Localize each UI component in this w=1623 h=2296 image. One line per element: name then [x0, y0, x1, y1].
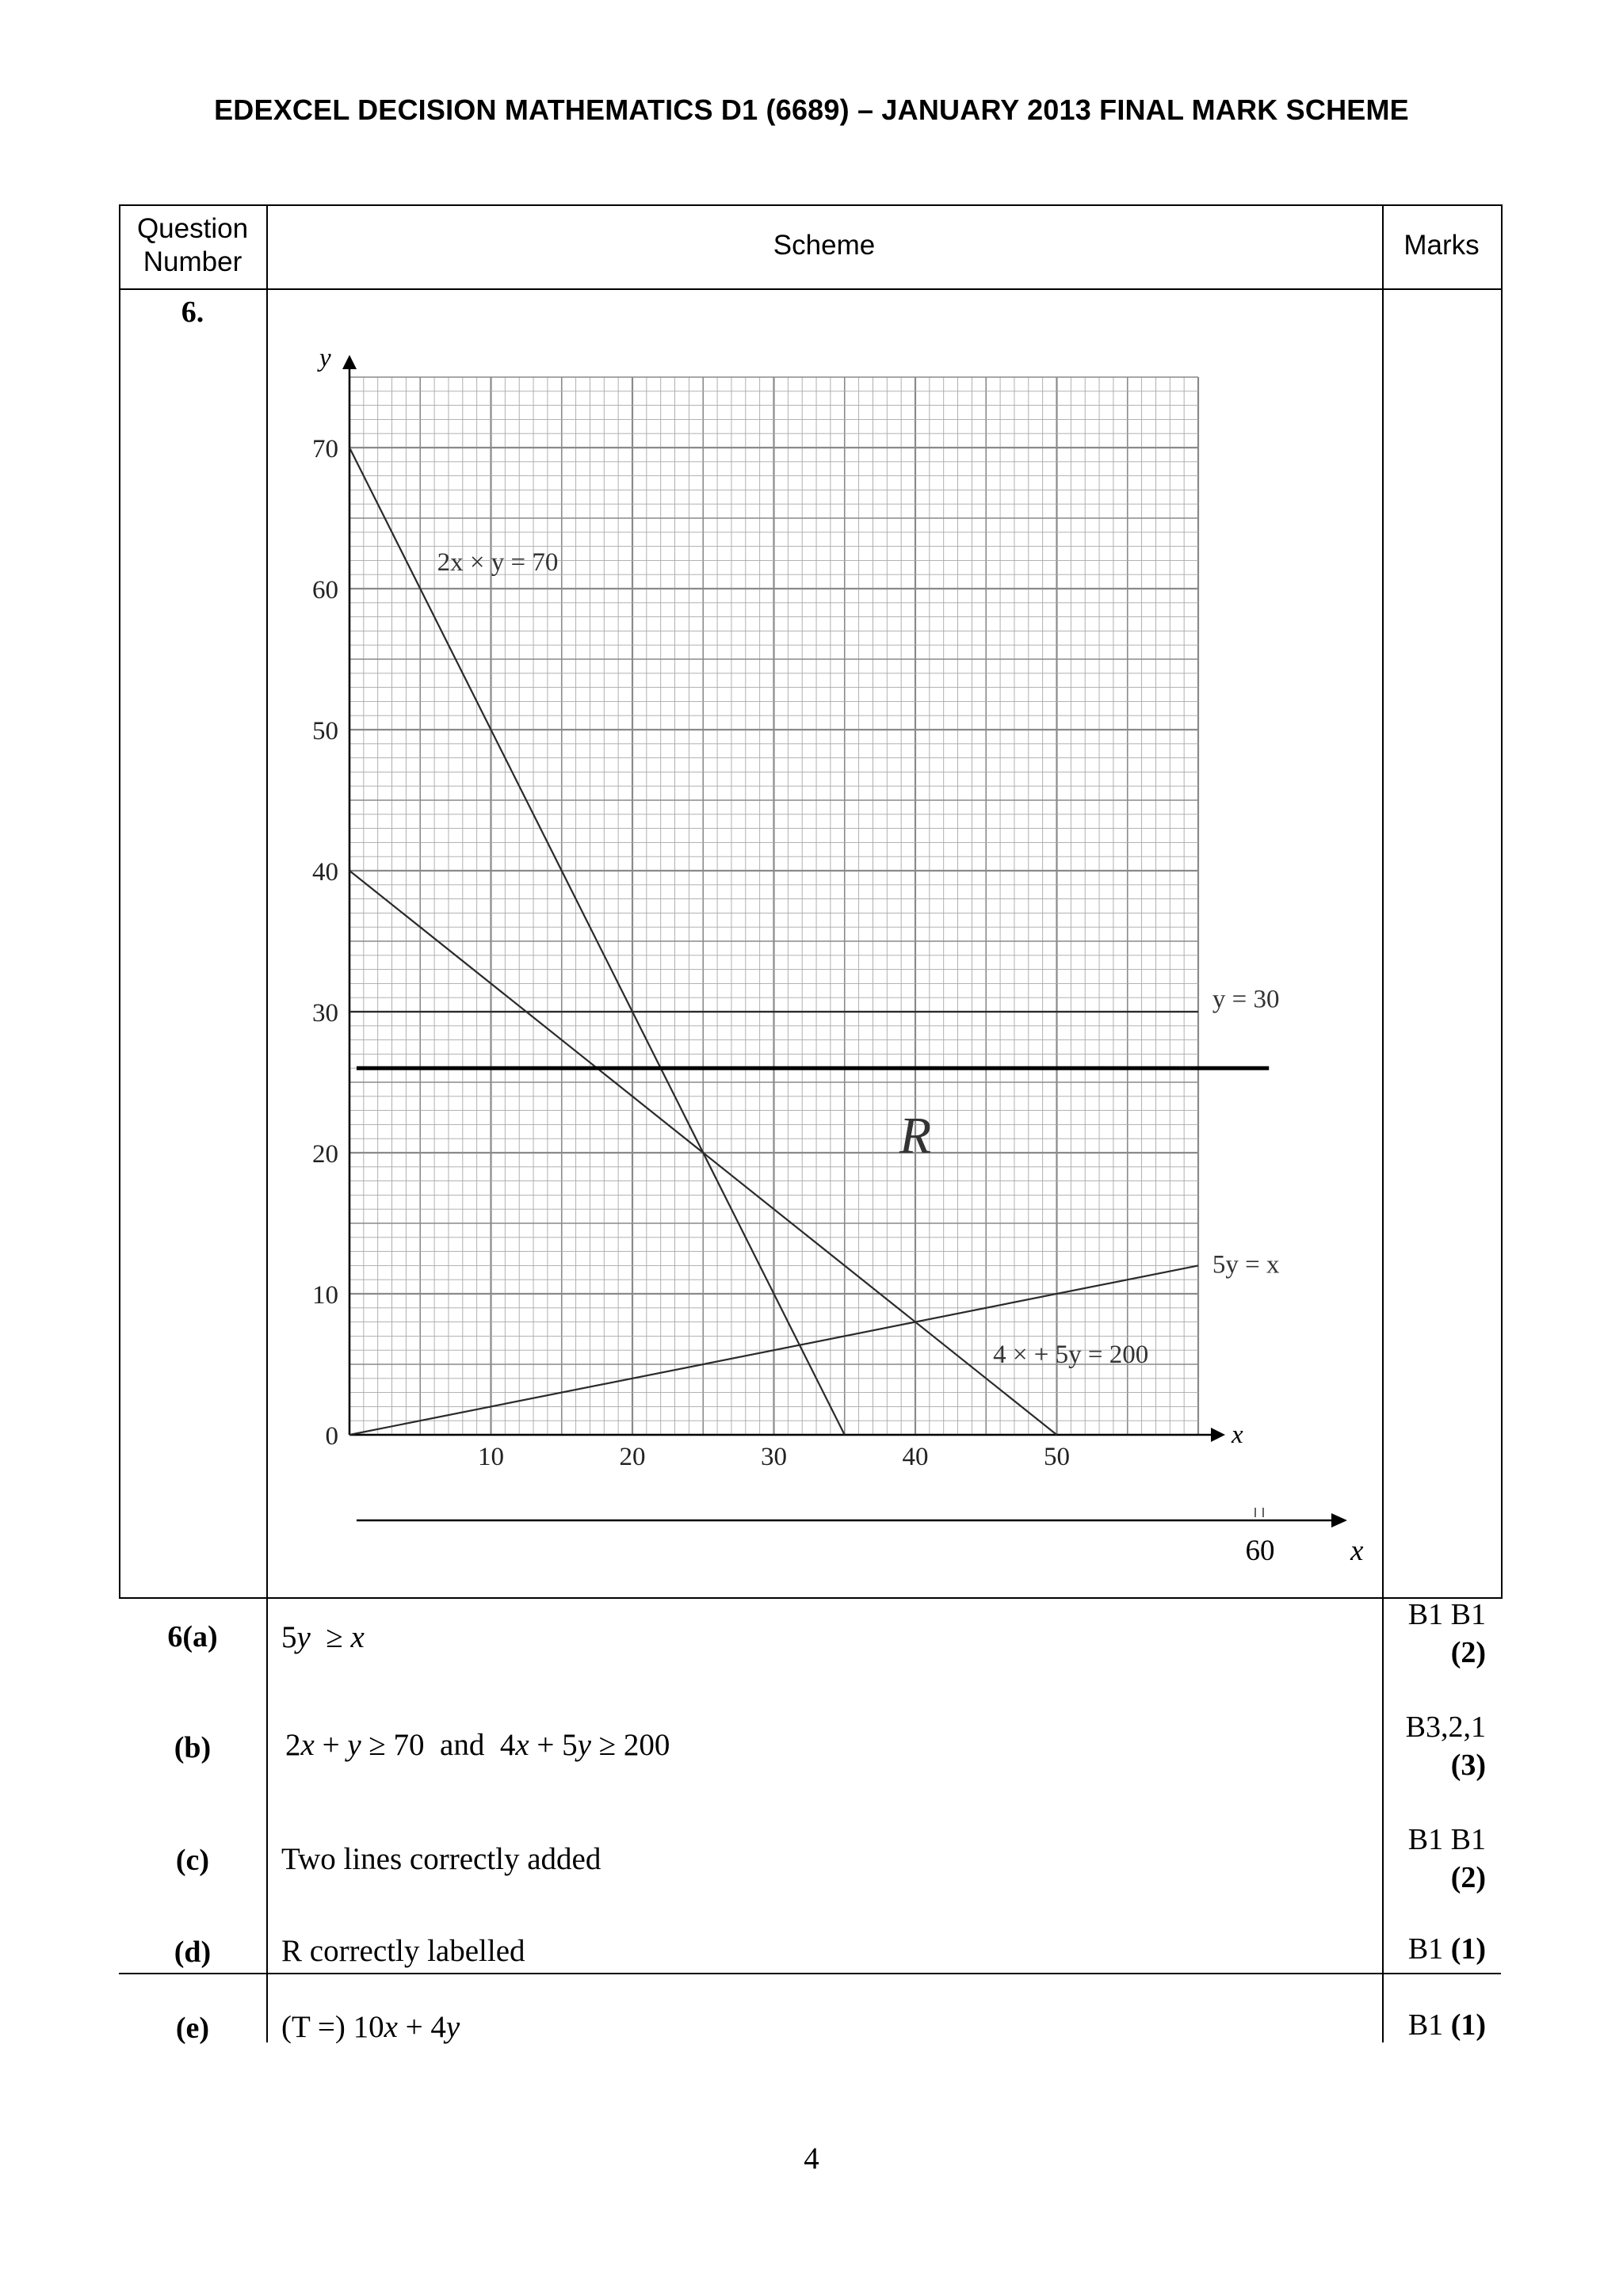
scheme-e: (T =) 10x + 4y	[281, 2010, 460, 2044]
part-label-c: (c)	[175, 1844, 210, 1877]
marks-b-award: B3,2,1	[1405, 1711, 1486, 1744]
y-axis-label: y	[319, 347, 331, 372]
x-axis-arrow-icon	[1211, 1428, 1225, 1442]
question-header-line1: Question	[136, 213, 249, 244]
y-tick-label: 40	[312, 858, 338, 887]
marks-a-total: (2)	[1450, 1636, 1486, 1669]
scheme-c: Two lines correctly added	[281, 1842, 601, 1876]
marks-b-total: (3)	[1450, 1749, 1486, 1782]
x-tick-label: 20	[619, 1443, 646, 1471]
y-tick-label: 0	[325, 1422, 338, 1451]
y-tick-label: 10	[312, 1281, 338, 1310]
page-number: 4	[804, 2142, 819, 2176]
line-label: 4 × + 5y = 200	[993, 1341, 1149, 1370]
part-label-e: (e)	[175, 2012, 210, 2045]
scheme-header: Scheme	[773, 230, 876, 261]
marks-e-award: B1	[1407, 2008, 1444, 2042]
y-tick-label: 20	[312, 1140, 338, 1169]
part-label-b: (b)	[174, 1731, 212, 1764]
part-label-d: (d)	[174, 1936, 212, 1969]
marks-header: Marks	[1403, 230, 1480, 261]
marks-b	[1375, 1708, 1486, 1784]
table-left-border	[119, 204, 120, 1599]
x-axis-label: x	[1232, 1421, 1243, 1449]
line-label: 2x × y = 70	[437, 547, 559, 577]
y-tick-label: 70	[312, 435, 338, 463]
table-right-border	[1501, 204, 1503, 1599]
line-label: y = 30	[1212, 985, 1280, 1014]
marks-d-award: B1	[1407, 1932, 1444, 1966]
x-tick-label: 30	[761, 1443, 787, 1471]
marks-a	[1375, 1596, 1486, 1672]
question-number-header	[119, 212, 266, 279]
marks-a-award: B1 B1	[1407, 1598, 1486, 1631]
extra-x-axis-arrow-icon	[1331, 1513, 1347, 1527]
line-label: 5y = x	[1212, 1250, 1280, 1280]
y-tick-label: 60	[312, 576, 338, 605]
marks-d	[1375, 1930, 1486, 1968]
marks-e	[1375, 2006, 1486, 2044]
x-tick-label: 50	[1044, 1443, 1070, 1471]
header-divider	[119, 288, 1501, 290]
scheme-d: R correctly labelled	[281, 1934, 525, 1968]
x-tick-label: 40	[902, 1443, 929, 1471]
marks-c	[1375, 1821, 1486, 1897]
table-top-border	[119, 204, 1501, 206]
graph-row-divider	[119, 1597, 1501, 1599]
linear-programming-graph	[268, 347, 1377, 1591]
x-tick-label: 10	[478, 1443, 504, 1471]
marks-e-total: (1)	[1450, 2008, 1486, 2042]
graph-labels	[312, 347, 1364, 1567]
page-title: EDEXCEL DECISION MATHEMATICS D1 (6689) – JANUARY 2013 FINAL MARK SCHEME	[214, 93, 1409, 126]
region-label-r: R	[899, 1107, 932, 1165]
y-axis-arrow-icon	[342, 355, 357, 369]
extra-axis-label: x	[1350, 1535, 1364, 1567]
marks-d-total: (1)	[1450, 1932, 1486, 1966]
scheme-b: 2x + y ≥ 70 and 4x + 5y ≥ 200	[285, 1728, 670, 1762]
y-tick-label: 50	[312, 717, 338, 746]
part-label-a: 6(a)	[167, 1620, 218, 1653]
graph-grid	[342, 355, 1225, 1442]
extra-axis-tick-label: 60	[1245, 1535, 1275, 1567]
y-tick-label: 30	[312, 999, 338, 1028]
question-number: 6.	[181, 296, 204, 329]
question-header-line2: Number	[143, 246, 242, 277]
marks-c-total: (2)	[1450, 1861, 1486, 1894]
scheme-a: 5y ≥ x	[281, 1620, 365, 1654]
marks-c-award: B1 B1	[1407, 1823, 1486, 1856]
row-divider-d-e	[119, 1973, 1501, 1974]
